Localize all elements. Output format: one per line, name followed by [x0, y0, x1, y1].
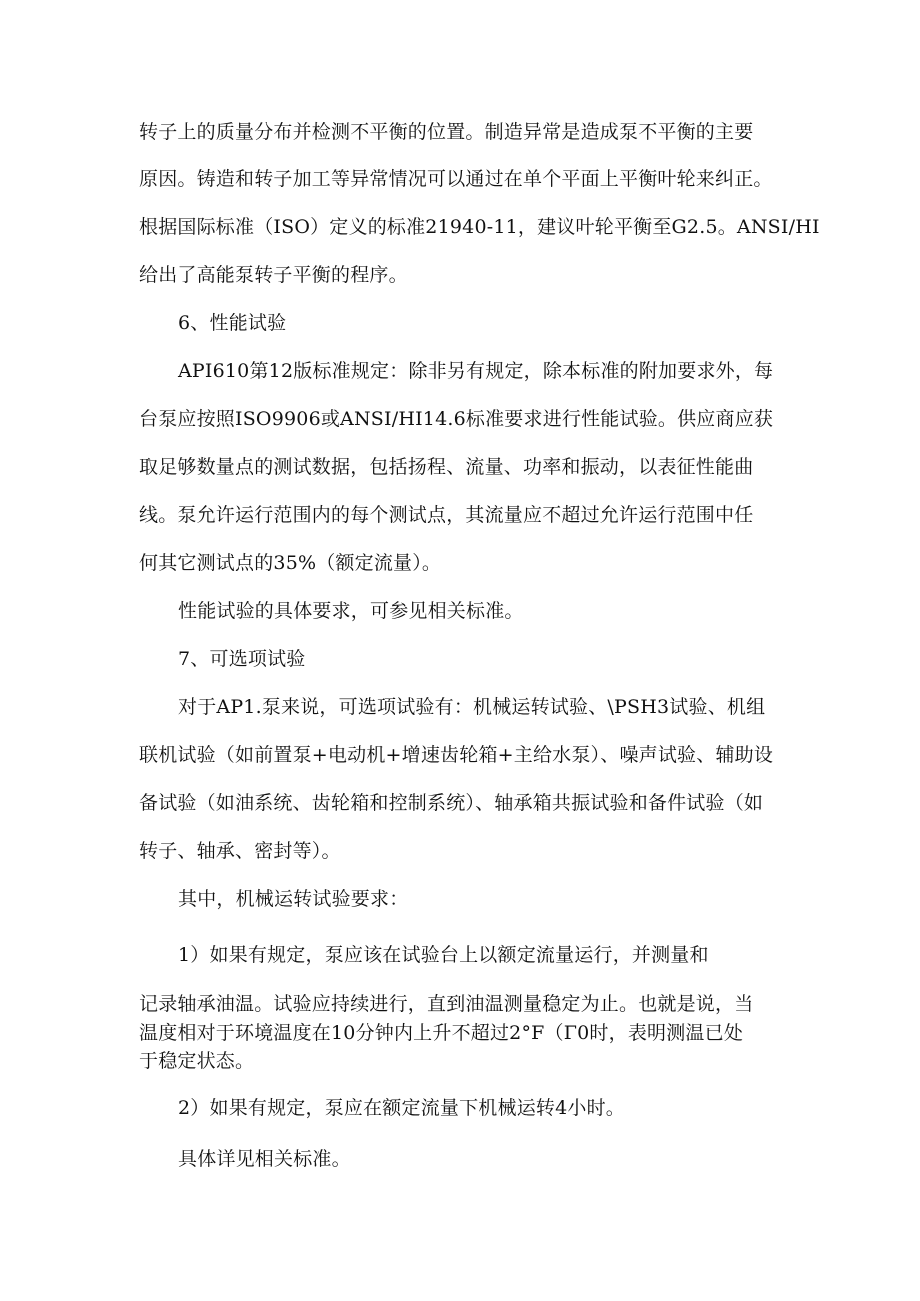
section-heading-performance-test: 6、性能试验 [178, 312, 287, 334]
list-item-1-line-4: 于稳定状态。 [139, 1050, 255, 1072]
paragraph-api610-line-2: 台泵应按照ISO9906或ANSI/HI14.6标准要求进行性能试验。供应商应获 [139, 408, 774, 430]
paragraph-performance-reference: 性能试验的具体要求，可参见相关标准。 [178, 600, 524, 622]
paragraph-see-standards: 具体详见相关标准。 [178, 1148, 351, 1170]
paragraph-balance-line-3: 根据国际标准（ISO）定义的标准21940-11，建议叶轮平衡至G2.5。ANSI/HI [139, 216, 820, 238]
paragraph-balance-line-2: 原因。铸造和转子加工等异常情况可以通过在单个平面上平衡叶轮来纠正。 [139, 168, 773, 190]
paragraph-optional-tests-line-1: 对于AP1.泵来说，可选项试验有：机械运转试验、\PSH3试验、机组 [178, 696, 766, 718]
list-item-1-line-3: 温度相对于环境温度在10分钟内上升不超过2°F（Γ0时，表明测温已处 [139, 1022, 744, 1044]
paragraph-api610-line-3: 取足够数量点的测试数据，包括扬程、流量、功率和振动，以表征性能曲 [139, 456, 754, 478]
paragraph-optional-tests-line-3: 备试验（如油系统、齿轮箱和控制系统）、轴承箱共振试验和备件试验（如 [139, 792, 764, 814]
paragraph-api610-line-5: 何其它测试点的35%（额定流量）。 [139, 552, 442, 574]
paragraph-optional-tests-line-4: 转子、轴承、密封等）。 [139, 840, 341, 862]
paragraph-balance-line-1: 转子上的质量分布并检测不平衡的位置。制造异常是造成泵不平衡的主要 [139, 121, 754, 143]
paragraph-mechanical-run-intro: 其中，机械运转试验要求： [178, 888, 409, 910]
paragraph-api610-line-1: API610第12版标准规定：除非另有规定，除本标准的附加要求外，每 [178, 360, 774, 382]
paragraph-api610-line-4: 线。泵允许运行范围内的每个测试点，其流量应不超过允许运行范围中任 [139, 504, 754, 526]
section-heading-optional-tests: 7、可选项试验 [178, 648, 306, 670]
list-item-2: 2）如果有规定，泵应在额定流量下机械运转4小时。 [178, 1097, 625, 1119]
list-item-1-line-1: 1）如果有规定，泵应该在试验台上以额定流量运行，并测量和 [178, 944, 709, 966]
list-item-1-line-2: 记录轴承油温。试验应持续进行，直到油温测量稳定为止。也就是说，当 [139, 993, 754, 1015]
paragraph-balance-line-4: 给出了高能泵转子平衡的程序。 [139, 264, 408, 286]
paragraph-optional-tests-line-2: 联机试验（如前置泵+电动机+增速齿轮箱+主给水泵）、噪声试验、辅助设 [139, 744, 774, 766]
